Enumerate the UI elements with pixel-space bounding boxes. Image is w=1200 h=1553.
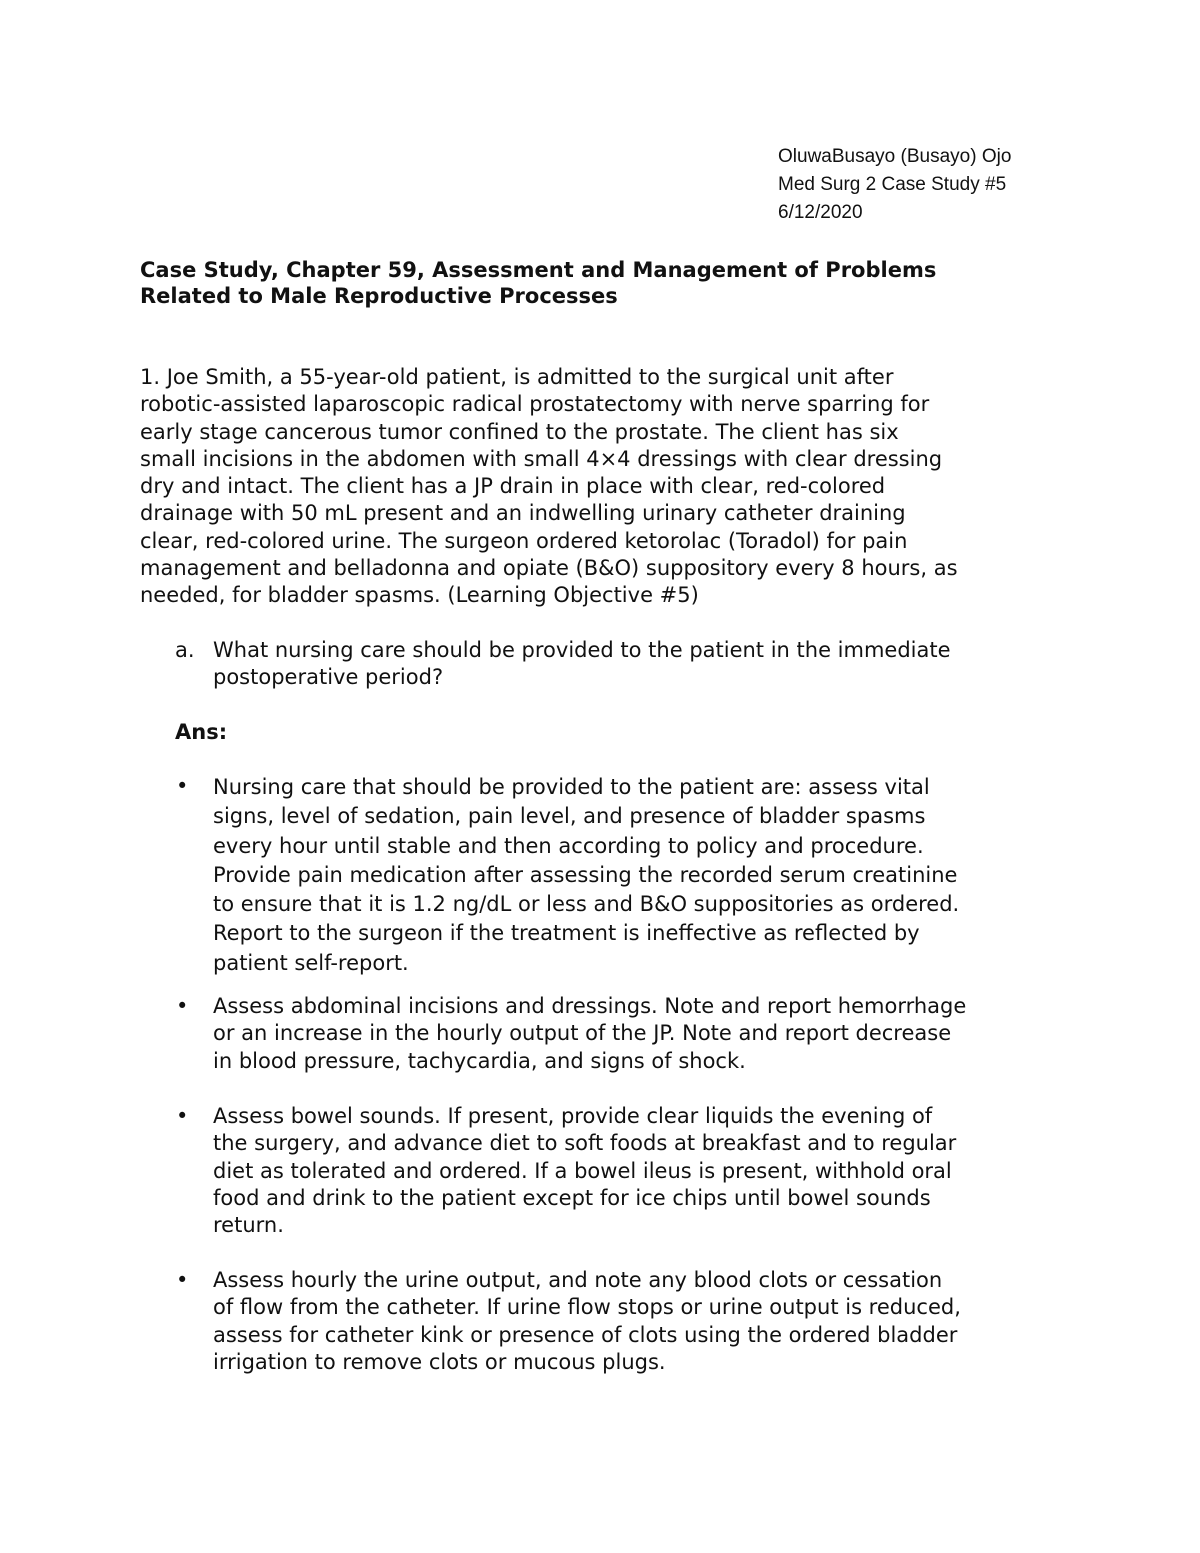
text-line: assess for catheter kink or presence of clots using the ordered bladder bbox=[213, 1322, 958, 1347]
text-line: drainage with 50 mL present and an indwelling urinary catheter draining bbox=[140, 501, 906, 526]
text-line: irrigation to remove clots or mucous plugs. bbox=[213, 1349, 666, 1374]
title-line: Related to Male Reproductive Processes bbox=[140, 284, 618, 308]
answer-bullet-item bbox=[213, 993, 966, 1075]
text-line: postoperative period? bbox=[213, 665, 444, 690]
text-line: the surgery, and advance diet to soft foods at breakfast and to regular bbox=[213, 1131, 957, 1156]
text-line: to ensure that it is 1.2 ng/dL or less and B&O suppositories as ordered. bbox=[213, 892, 960, 917]
text-line: robotic-assisted laparoscopic radical prostatectomy with nerve sparring for bbox=[140, 392, 930, 417]
text-line: Assess abdominal incisions and dressings. Note and report hemorrhage bbox=[213, 994, 967, 1018]
text-line: return. bbox=[213, 1213, 284, 1238]
text-line: of flow from the catheter. If urine flow stops or urine output is reduced, bbox=[213, 1295, 961, 1320]
bullet-icon: • bbox=[176, 774, 189, 798]
question-a bbox=[213, 637, 951, 692]
answer-bullet-item bbox=[213, 1103, 956, 1239]
answer-label: Ans: bbox=[175, 720, 228, 744]
bullet-icon: • bbox=[176, 994, 189, 1018]
bullet-icon: • bbox=[176, 1268, 189, 1292]
document-header bbox=[778, 143, 1011, 227]
text-line: Nursing care that should be provided to the patient are: assess vital bbox=[213, 775, 930, 799]
text-line: signs, level of sedation, pain level, and presence of bladder spasms bbox=[213, 804, 926, 829]
document-date: 6/12/2020 bbox=[778, 202, 863, 223]
document-title bbox=[140, 257, 936, 309]
text-line: dry and intact. The client has a JP drain in place with clear, red-colored bbox=[140, 474, 886, 499]
author-name: OluwaBusayo (Busayo) Ojo bbox=[778, 146, 1012, 167]
text-line: management and belladonna and opiate (B&O) suppository every 8 hours, as bbox=[140, 556, 958, 581]
text-line: What nursing care should be provided to the patient in the immediate bbox=[213, 638, 951, 662]
text-line: in blood pressure, tachycardia, and signs of shock. bbox=[213, 1048, 746, 1073]
text-line: 1. Joe Smith, a 55-year-old patient, is admitted to the surgical unit after bbox=[140, 365, 894, 389]
text-line: patient self-report. bbox=[213, 950, 409, 975]
course-name: Med Surg 2 Case Study #5 bbox=[778, 174, 1007, 195]
bullet-icon: • bbox=[176, 1104, 189, 1128]
text-line: diet as tolerated and ordered. If a bowel ileus is present, withhold oral bbox=[213, 1158, 952, 1183]
text-line: Provide pain medication after assessing the recorded serum creatinine bbox=[213, 862, 958, 887]
text-line: early stage cancerous tumor confined to the prostate. The client has six bbox=[140, 419, 899, 444]
title-line: Case Study, Chapter 59, Assessment and Management of Problems bbox=[140, 258, 937, 282]
text-line: Assess hourly the urine output, and note any blood clots or cessation bbox=[213, 1268, 943, 1292]
text-line: food and drink to the patient except for ice chips until bowel sounds bbox=[213, 1185, 931, 1210]
text-line: Assess bowel sounds. If present, provide clear liquids the evening of bbox=[213, 1104, 933, 1128]
answer-bullet-item bbox=[213, 1267, 961, 1376]
answer-bullet-item bbox=[213, 773, 959, 978]
case-paragraph bbox=[140, 364, 958, 610]
text-line: small incisions in the abdomen with small 4×4 dressings with clear dressing bbox=[140, 446, 943, 471]
question-marker: a. bbox=[175, 638, 195, 662]
text-line: needed, for bladder spasms. (Learning Objective #5) bbox=[140, 583, 699, 608]
text-line: or an increase in the hourly output of the JP. Note and report decrease bbox=[213, 1021, 952, 1046]
text-line: every hour until stable and then according to policy and procedure. bbox=[213, 833, 924, 858]
text-line: clear, red-colored urine. The surgeon ordered ketorolac (Toradol) for pain bbox=[140, 528, 908, 553]
text-line: Report to the surgeon if the treatment is ineffective as reflected by bbox=[213, 921, 920, 946]
